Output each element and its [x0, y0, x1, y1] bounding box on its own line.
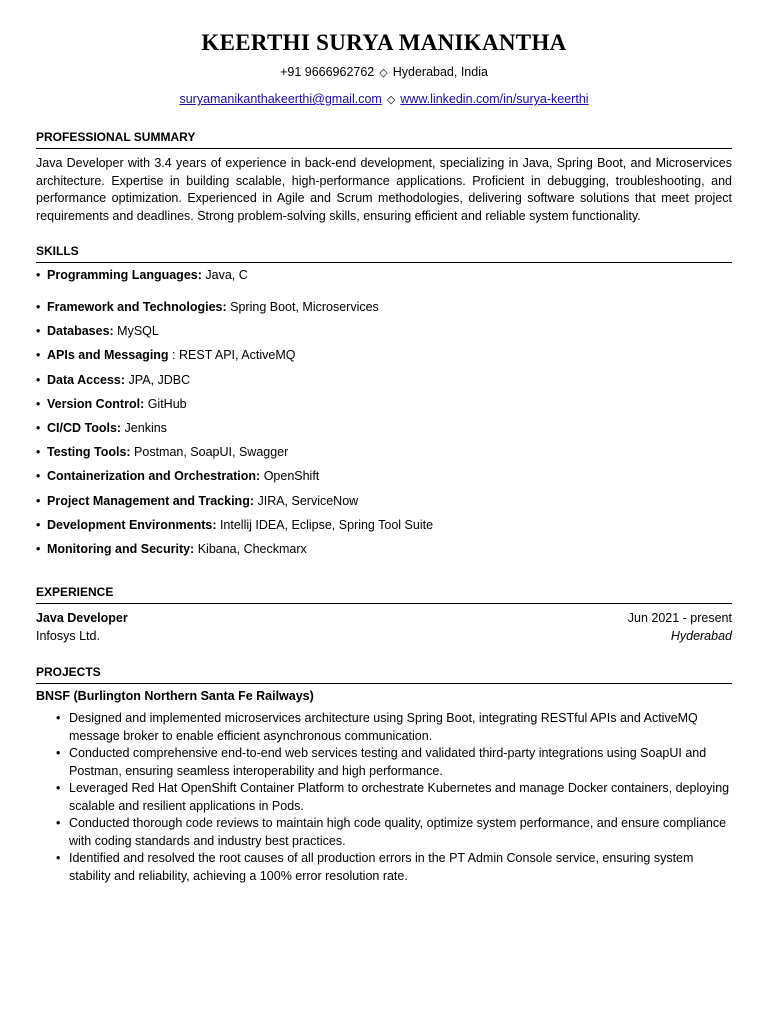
skill-label: Version Control: [47, 397, 145, 411]
job-role: Java Developer [36, 611, 128, 625]
skill-value: Spring Boot, Microservices [226, 300, 379, 314]
list-item: • Identified and resolved the root causes of all production errors in the PT Admin Console service, ensuring system stability and reliability, achieving a 100% error resolution rate. [56, 850, 732, 885]
skill-value: : REST API, ActiveMQ [168, 348, 296, 362]
section-title-skills: SKILLS [36, 244, 732, 263]
bullet-icon: • [36, 397, 41, 411]
skill-item [36, 542, 732, 556]
section-title-projects: PROJECTS [36, 665, 732, 684]
skill-value: Kibana, Checkmarx [194, 542, 307, 556]
skill-value: MySQL [113, 324, 159, 338]
bullet-icon: • [36, 373, 41, 387]
bullet-icon: • [36, 518, 41, 532]
skill-item [36, 324, 732, 338]
skill-item [36, 518, 732, 532]
skill-label: Containerization and Orchestration: [47, 469, 261, 483]
skill-item [36, 373, 732, 387]
skill-label: APIs and Messaging [47, 348, 169, 362]
bullet-icon: • [36, 421, 41, 435]
email-link[interactable]: suryamanikanthakeerthi@gmail.com [179, 92, 382, 106]
bullet-icon: • [36, 494, 41, 508]
skill-item [36, 268, 732, 282]
skill-label: CI/CD Tools: [47, 421, 122, 435]
contact-line-1 [36, 65, 732, 79]
contact-line-2 [36, 92, 732, 106]
job-location: Hyderabad [670, 629, 732, 643]
skill-label: Databases: [47, 324, 114, 338]
bullet-icon: • [36, 542, 41, 556]
list-item: • Leveraged Red Hat OpenShift Container Platform to orchestrate Kubernetes and manage Docker containers, deploying scalable and resilient applications in Pods. [56, 780, 732, 815]
skill-value: Postman, SoapUI, Swagger [130, 445, 289, 459]
skill-item [36, 300, 732, 314]
skill-value: JIRA, ServiceNow [254, 494, 359, 508]
summary-text: Java Developer with 3.4 years of experience in back-end development, specializing in Java, Spring Boot, and Microservices architecture. Expertise in building scalable, high-performance applications. Proficient in debugging, troubleshooting, and performance optimization. Experienced in Agile and Scrum methodologies, delivering software solutions that meet project requirements and deadlines. Strong problem-solving skills, ensuring efficient and reliable system functionality. [36, 156, 732, 223]
skill-value: Intellij IDEA, Eclipse, Spring Tool Suite [216, 518, 434, 532]
bullet-icon: • [36, 445, 41, 459]
diamond-separator-icon: ◇ [379, 67, 388, 79]
skill-value: Jenkins [121, 421, 167, 435]
diamond-separator-icon: ◇ [386, 94, 396, 106]
experience-row-1 [36, 611, 732, 625]
skill-label: Testing Tools: [47, 445, 131, 459]
skill-value: JPA, JDBC [125, 373, 191, 387]
company: Infosys Ltd. [36, 629, 100, 643]
bullet-icon: • [36, 300, 41, 314]
skill-item [36, 494, 732, 508]
candidate-name: KEERTHI SURYA MANIKANTHA [201, 30, 567, 55]
section-title-experience: EXPERIENCE [36, 585, 732, 604]
skill-value: Java, C [201, 268, 248, 282]
skill-item [36, 348, 732, 362]
bullet-icon: • [36, 469, 41, 483]
skill-value: GitHub [144, 397, 187, 411]
skill-label: Project Management and Tracking: [47, 494, 254, 508]
skill-item [36, 421, 732, 435]
skill-value: OpenShift [260, 469, 320, 483]
bullet-icon: • [36, 268, 41, 282]
skill-label: Development Environments: [47, 518, 217, 532]
list-item: • Designed and implemented microservices architecture using Spring Boot, integrating RESTful APIs and ActiveMQ message broker to enable efficient asynchronous communication. [56, 710, 732, 745]
skill-label: Framework and Technologies: [47, 300, 227, 314]
bullet-icon: • [36, 324, 41, 338]
skill-item [36, 445, 732, 459]
skill-label: Programming Languages: [47, 268, 202, 282]
skill-item [36, 469, 732, 483]
bullet-icon: • [36, 348, 41, 362]
list-item: • Conducted comprehensive end-to-end web services testing and validated third-party integrations using SoapUI and Postman, ensuring seamless interoperability and high performance. [56, 745, 732, 780]
job-dates: Jun 2021 - present [627, 611, 732, 625]
experience-row-2 [36, 629, 732, 643]
location: Hyderabad, India [392, 65, 488, 79]
project-bullets [56, 710, 732, 885]
skill-item [36, 397, 732, 411]
section-title-summary: PROFESSIONAL SUMMARY [36, 130, 732, 149]
project-name: BNSF (Burlington Northern Santa Fe Railways) [36, 689, 314, 703]
phone: +91 9666962762 [280, 65, 375, 79]
linkedin-link[interactable]: www.linkedin.com/in/surya-keerthi [400, 92, 589, 106]
list-item: • Conducted thorough code reviews to maintain high code quality, optimize system performance, and ensure compliance with coding standards and industry best practices. [56, 815, 732, 850]
skill-label: Data Access: [47, 373, 126, 387]
skill-label: Monitoring and Security: [47, 542, 195, 556]
